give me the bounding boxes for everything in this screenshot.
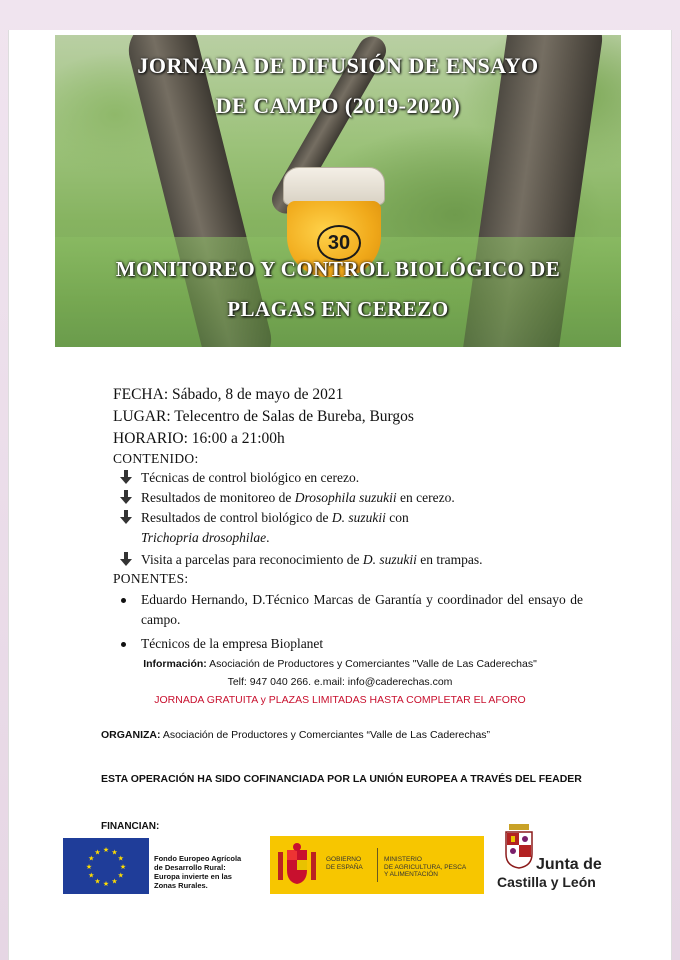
arrow-down-bullet-icon bbox=[119, 510, 133, 524]
eu-star-icon: ★ bbox=[94, 848, 101, 857]
hero-photo bbox=[55, 35, 621, 347]
gobierno-text: GOBIERNO DE ESPAÑA bbox=[326, 856, 363, 871]
eu-star-icon: ★ bbox=[111, 877, 118, 886]
content-item: Técnicas de control biológico en cerezo. bbox=[113, 468, 593, 488]
event-schedule: HORARIO: 16:00 a 21:00h bbox=[113, 430, 285, 447]
event-location: LUGAR: Telecentro de Salas de Bureba, Burgos bbox=[113, 408, 414, 425]
event-details bbox=[113, 384, 593, 654]
funders-heading: FINANCIAN: bbox=[101, 821, 160, 832]
eu-star-icon: ★ bbox=[111, 848, 118, 857]
castilla-leon-shield-icon bbox=[503, 824, 535, 870]
contact-line: Telf: 947 040 266. e.mail: info@caderechas.com bbox=[227, 676, 453, 688]
eu-star-icon: ★ bbox=[88, 871, 95, 880]
bullet-dot bbox=[121, 598, 126, 603]
eu-star-icon: ★ bbox=[117, 871, 124, 880]
eu-star-icon: ★ bbox=[85, 863, 93, 871]
castilla-y-leon-text: Castilla y León bbox=[497, 874, 596, 890]
organizer-line: ORGANIZA: Asociación de Productores y Comerciantes “Valle de Las Caderechas” bbox=[101, 729, 491, 741]
content-item-continuation: Trichopria drosophilae. bbox=[141, 530, 270, 545]
speakers-heading: PONENTES: bbox=[113, 571, 189, 586]
arrow-down-bullet-icon bbox=[119, 552, 133, 566]
ministerio-text: MINISTERIO DE AGRICULTURA, PESCA Y ALIMENTACIÓN bbox=[384, 856, 467, 878]
junta-de-text: Junta de bbox=[536, 856, 602, 873]
eu-star-icon: ★ bbox=[119, 863, 127, 871]
logo-divider bbox=[377, 848, 378, 882]
cofinancing-statement: ESTA OPERACIÓN HA SIDO COFINANCIADA POR LA UNIÓN EUROPEA A TRAVÉS DEL FEADER bbox=[101, 773, 582, 785]
content-heading: CONTENIDO: bbox=[113, 451, 199, 466]
event-date: FECHA: Sábado, 8 de mayo de 2021 bbox=[113, 386, 344, 403]
event-title-line2: DE CAMPO (2019-2020) bbox=[215, 93, 461, 118]
eu-flag-logo bbox=[63, 838, 149, 894]
info-line: Información: Asociación de Productores y Comerciantes "Valle de Las Caderechas" bbox=[143, 658, 537, 670]
arrow-down-bullet-icon bbox=[119, 470, 133, 484]
event-title-line1: JORNADA DE DIFUSIÓN DE ENSAYO bbox=[137, 53, 539, 78]
content-item: Resultados de control biológico de D. suzukii con bbox=[113, 508, 593, 528]
event-subtitle-line1: MONITOREO Y CONTROL BIOLÓGICO DE bbox=[115, 257, 561, 281]
trap-lid bbox=[283, 167, 385, 205]
eu-star-icon: ★ bbox=[117, 854, 124, 863]
spain-coat-of-arms-icon bbox=[276, 842, 318, 888]
speaker-item: Técnicos de la empresa Bioplanet bbox=[113, 634, 593, 654]
bullet-dot bbox=[121, 642, 126, 647]
event-subtitle-line2: PLAGAS EN CEREZO bbox=[227, 297, 449, 321]
eu-star-icon: ★ bbox=[102, 846, 110, 854]
trap-number: 30 bbox=[317, 225, 361, 261]
eu-star-icon: ★ bbox=[88, 854, 95, 863]
content-item: Resultados de monitoreo de Drosophila suzukii en cerezo. bbox=[113, 488, 593, 508]
eu-star-icon: ★ bbox=[94, 877, 101, 886]
eafrd-text: Fondo Europeo Agrícola de Desarrollo Rural: Europa invierte en las Zonas Rurales. bbox=[154, 854, 242, 890]
eu-star-icon: ★ bbox=[102, 880, 110, 888]
arrow-down-bullet-icon bbox=[119, 490, 133, 504]
content-item: Visita a parcelas para reconocimiento de D. suzukii en trampas. bbox=[113, 550, 593, 570]
eu-stars-icon bbox=[63, 838, 149, 894]
gobierno-espana-logo bbox=[270, 836, 484, 894]
free-event-notice: JORNADA GRATUITA y PLAZAS LIMITADAS HASTA COMPLETAR EL AFORO bbox=[154, 694, 526, 706]
speaker-item: Eduardo Hernando, D.Técnico Marcas de Garantía y coordinador del ensayo de campo. bbox=[113, 590, 583, 630]
